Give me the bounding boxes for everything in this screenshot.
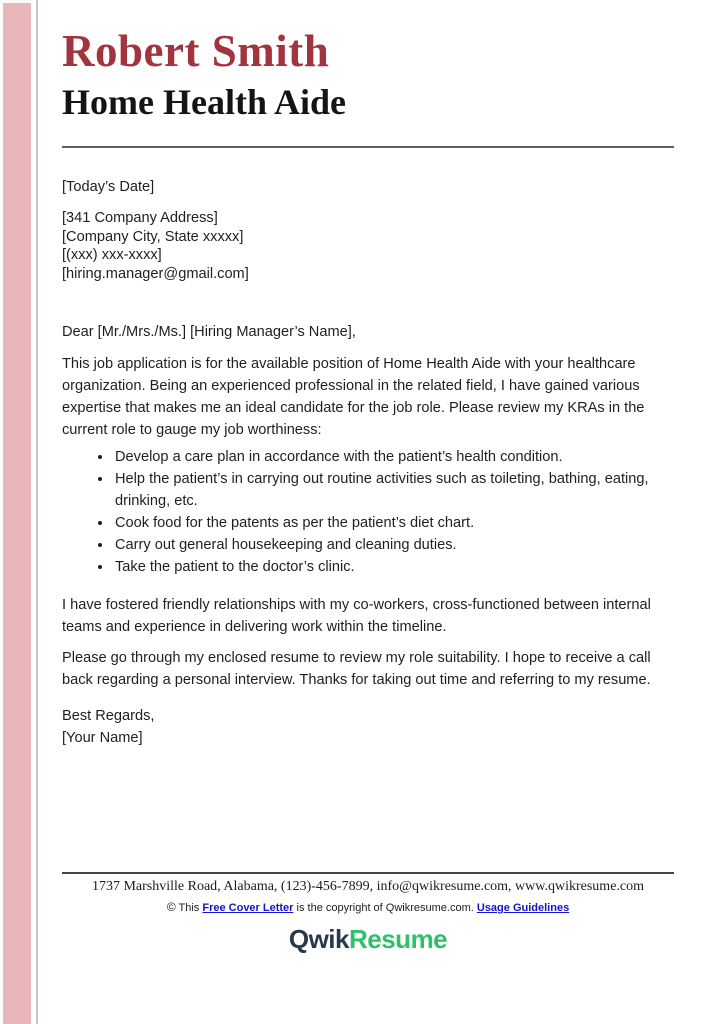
free-cover-letter-link[interactable]: Free Cover Letter <box>202 902 294 914</box>
regards-line: Best Regards, <box>62 708 155 724</box>
applicant-name: Robert Smith <box>62 26 330 76</box>
recipient-address-block <box>62 209 674 283</box>
address-line: [Company City, State xxxxx] <box>62 228 244 245</box>
logo-resume-text: Resume <box>348 924 448 954</box>
job-title: Home Health Aide <box>62 82 346 122</box>
duty-item: • Cook food for the patents as per the patient’s diet chart. <box>113 512 674 534</box>
footer-divider <box>62 872 674 874</box>
letter-body <box>62 0 674 749</box>
header-divider <box>62 146 674 148</box>
duty-item: • Develop a care plan in accordance with the patient’s health condition. <box>113 446 674 468</box>
copyright-icon: © <box>166 900 176 914</box>
copyright-line <box>62 900 674 914</box>
footer-contact: 1737 Marshville Road, Alabama, (123)-456-7899, info@qwikresume.com, www.qwikresume.com <box>91 879 645 894</box>
logo-qwik-text: Qwik <box>288 924 349 954</box>
address-line: [(xxx) xxx-xxxx] <box>62 247 162 263</box>
duties-list <box>62 446 674 578</box>
address-line: [hiring.manager@gmail.com] <box>62 265 249 282</box>
usage-guidelines-link[interactable]: Usage Guidelines <box>476 902 570 914</box>
teamwork-paragraph: I have fostered friendly relationships with my co-workers, cross-functioned between internal teams and experience in delivering work within the timeline. <box>62 597 651 635</box>
address-line: [341 Company Address] <box>62 210 218 226</box>
copyright-mid: is the copyright of Qwikresume.com. <box>296 902 474 914</box>
page-footer <box>62 872 674 953</box>
intro-paragraph: This job application is for the available position of Home Health Aide with your healthcare organization. Being an experienced professional in the related field, I have gained various expertise that makes me an ideal candidate for the job role. Please review my KRAs in the current role to gauge my job worthiness: <box>62 356 645 438</box>
copyright-prefix: This <box>178 902 200 914</box>
left-border-line <box>36 0 38 1024</box>
qwikresume-logo <box>62 925 674 953</box>
duty-item: • Carry out general housekeeping and cleaning duties. <box>113 534 674 556</box>
resume-paragraph: Please go through my enclosed resume to review my role suitability. I hope to receive a call back regarding a personal interview. Thanks for taking out time and referring to my resume. <box>62 650 651 688</box>
salutation: Dear [Mr./Mrs./Ms.] [Hiring Manager’s Name], <box>62 324 356 340</box>
signature-line: [Your Name] <box>62 730 143 746</box>
duty-item: • Take the patient to the doctor’s clinic. <box>113 556 674 578</box>
duty-item: • Help the patient’s in carrying out routine activities such as toileting, bathing, eating, drinking, etc. <box>113 468 674 512</box>
left-accent-stripe <box>3 3 31 1024</box>
date-line: [Today’s Date] <box>62 179 155 195</box>
